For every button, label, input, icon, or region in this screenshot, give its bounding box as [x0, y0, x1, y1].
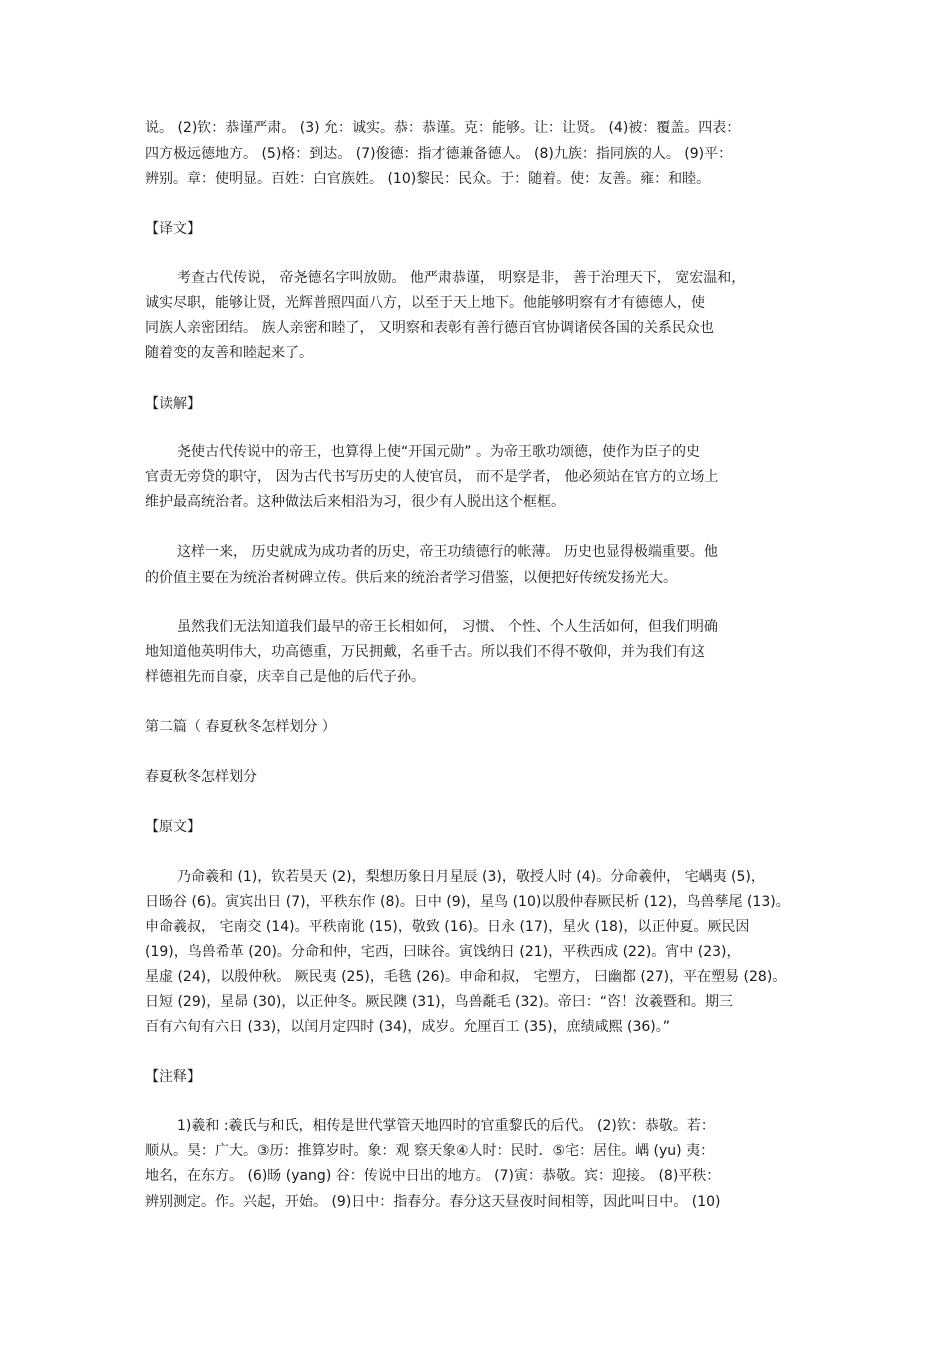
text-line: 诚实尽职，能够让贤，光辉普照四面八方，以至于天上地下。他能够明察有才有德德人，使: [145, 295, 705, 311]
section-heading-original: 【原文】: [145, 819, 201, 835]
text-line: 四方极远德地方。 (5)格：到达。 (7)俊德：指才德兼备德人。 (8)九族：指同族的人。 (9)平：: [145, 146, 733, 162]
text-line: 样德祖先而自豪，庆幸自己是他的后代子孙。: [145, 669, 425, 685]
text-line: 同族人亲密团结。 族人亲密和睦了， 又明察和表彰有善行德百官协调诸侯各国的关系民众也: [145, 320, 714, 336]
chapter-subtitle: 春夏秋冬怎样划分: [145, 769, 257, 785]
text-line: 随着变的友善和睦起来了。: [145, 345, 313, 361]
text-line: 辨别。章：使明显。百姓：白官族姓。 (10)黎民：民众。于：随着。使：友善。雍：和睦。: [145, 171, 711, 187]
chapter-title: 第二篇（ 春夏秋冬怎样划分 ）: [145, 719, 336, 735]
text-line: 日短 (29)，星昴 (30)，以正仲冬。厥民隩 (31)，鸟兽氄毛 (32)。帝曰：“咨！汝羲暨和。期三: [145, 994, 734, 1010]
text-line: 维护最高统治者。这种做法后来相沿为习，很少有人脱出这个框框。: [145, 494, 565, 510]
text-line: 乃命羲和 (1)，钦若昊天 (2)，梨想历象日月星辰 (3)，敬授人时 (4)。分命羲仲， 宅嵎夷 (5)，: [177, 869, 765, 885]
text-line: 星虚 (24)，以殷仲秋。 厥民夷 (25)，毛毨 (26)。申命和叔， 宅塑方， 曰幽都 (27)，平在塑易 (28)。: [145, 969, 787, 985]
text-line: 说。 (2)钦：恭谨严肃。 (3) 允：诚实。恭：恭谨。克：能够。让：让贤。 (4)被：覆盖。四表：: [145, 120, 741, 136]
text-line: 的价值主要在为统治者树碑立传。供后来的统治者学习借鉴，以便把好传统发扬光大。: [145, 570, 677, 586]
text-line: 地名，在东方。 (6)旸 (yang) 谷：传说中日出的地方。 (7)寅：恭敬。宾：迎接。 (8)平秩：: [145, 1168, 721, 1184]
text-line: 地知道他英明伟大，功高德重，万民拥戴，名垂千古。所以我们不得不敬仰，并为我们有这: [145, 644, 705, 660]
text-line: 百有六旬有六日 (33)，以闰月定四时 (34)，成岁。允厘百工 (35)，庶绩咸熙 (36)。”: [145, 1019, 671, 1035]
text-line: (19)，鸟兽希革 (20)。分命和仲，宅西，曰昧谷。寅饯纳日 (21)，平秩西成 (22)。宵中 (23)，: [145, 944, 741, 960]
text-line: 申命羲叔， 宅南交 (14)。平秩南讹 (15)，敬致 (16)。日永 (17)，星火 (18)，以正仲夏。厥民因: [145, 919, 750, 935]
text-line: 1)羲和 :羲氏与和氏，相传是世代掌管天地四时的官重黎氏的后代。 (2)钦：恭敬。若：: [177, 1118, 715, 1134]
text-line: 顺从。昊：广大。③历：推算岁时。象：观 察天象④人时：民时．⑤宅：居住。嵎 (yu) 夷：: [145, 1143, 715, 1159]
section-heading-notes: 【注释】: [145, 1069, 201, 1085]
section-heading-reading: 【读解】: [145, 396, 201, 412]
section-heading-translation: 【译文】: [145, 221, 201, 237]
text-line: 考查古代传说， 帝尧德名字叫放勋。 他严肃恭谨， 明察是非， 善于治理天下， 宽宏温和，: [177, 270, 746, 286]
text-line: 辨别测定。作。兴起，开始。 (9)日中：指春分。春分这天昼夜时间相等，因此叫日中。 (10): [145, 1194, 721, 1210]
text-line: 这样一来， 历史就成为成功者的历史，帝王功绩德行的帐薄。 历史也显得极端重要。他: [177, 544, 718, 560]
text-line: 日旸谷 (6)。寅宾出日 (7)，平秩东作 (8)。日中 (9)，星鸟 (10)以殷仲春厥民析 (12)，鸟兽孳尾 (13)。: [145, 894, 790, 910]
text-line: 尧使古代传说中的帝王，也算得上使“开国元勋” 。为帝王歌功颂德，使作为臣子的史: [177, 444, 700, 460]
text-line: 官责无旁贷的职守， 因为古代书写历史的人使官员， 而不是学者， 他必须站在官方的立场上: [145, 469, 719, 485]
text-line: 虽然我们无法知道我们最早的帝王长相如何， 习惯、 个性、个人生活如何，但我们明确: [177, 619, 718, 635]
